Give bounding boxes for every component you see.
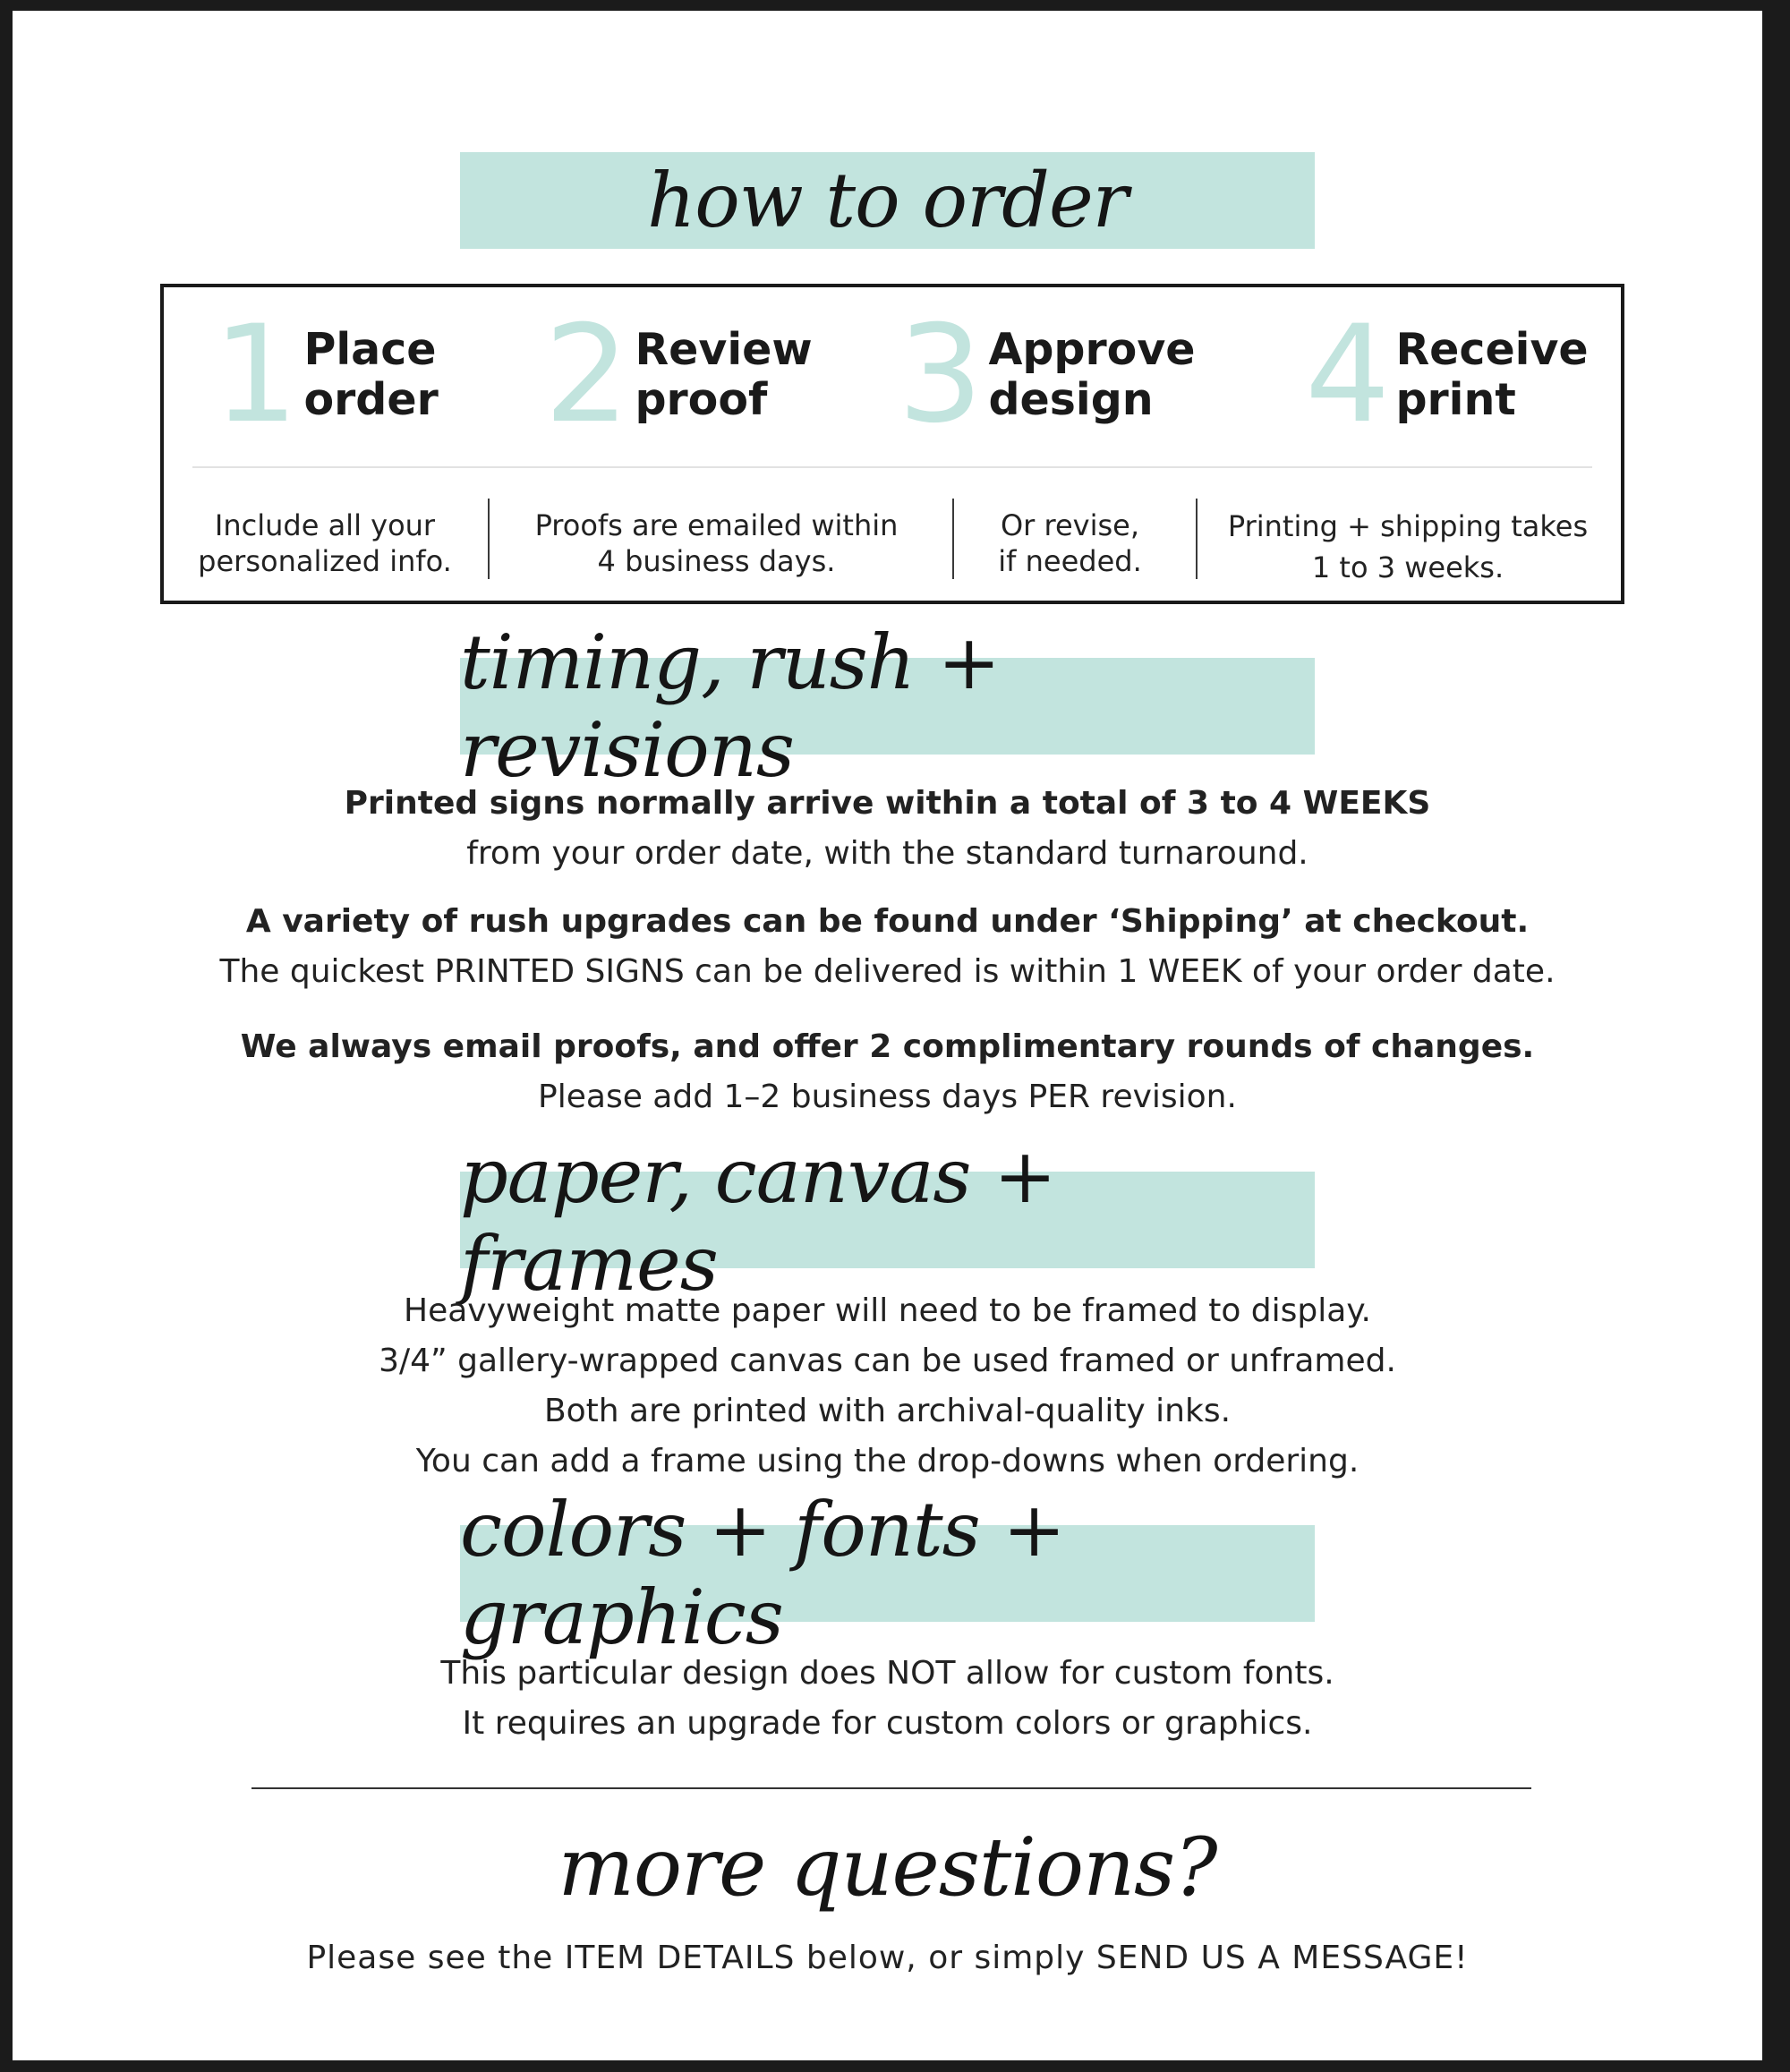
paper-line-4: You can add a frame using the drop-downs when ordering. bbox=[415, 1443, 1360, 1479]
colors-line-2: It requires an upgrade for custom colors or graphics. bbox=[462, 1705, 1313, 1742]
step-divider bbox=[488, 499, 490, 579]
timing-title: timing, rush + revisions bbox=[460, 618, 1000, 794]
paper-block bbox=[13, 1286, 1762, 1487]
step-divider bbox=[1196, 499, 1198, 579]
how-to-order-title: how to order bbox=[647, 157, 1128, 244]
step-2-number: 2 bbox=[544, 297, 630, 453]
questions-line: Please see the ITEM DETAILS below, or simply SEND US A MESSAGE! bbox=[306, 1940, 1469, 1976]
timing-bold-3: We always email proofs, and offer 2 complimentary rounds of changes. bbox=[240, 1028, 1535, 1065]
colors-title: colors + fonts + graphics bbox=[460, 1486, 1065, 1661]
timing-text-2: The quickest PRINTED SIGNS can be delivered is within 1 WEEK of your order date. bbox=[219, 953, 1556, 990]
divider-rule bbox=[251, 1787, 1531, 1789]
step-3-number: 3 bbox=[898, 297, 984, 453]
step-4 bbox=[1305, 297, 1589, 453]
how-to-order-banner bbox=[460, 152, 1315, 249]
timing-block-3 bbox=[13, 1022, 1762, 1122]
step-1 bbox=[213, 297, 439, 453]
colors-banner bbox=[460, 1486, 1315, 1661]
step-1-description: Include all your personalized info. bbox=[198, 508, 452, 578]
step-4-label: Receive print bbox=[1395, 324, 1589, 425]
info-sheet bbox=[13, 11, 1762, 2060]
timing-text-3: Please add 1–2 business days PER revision. bbox=[538, 1079, 1237, 1115]
step-3 bbox=[898, 297, 1196, 453]
paper-line-2: 3/4” gallery-wrapped canvas can be used framed or unframed. bbox=[379, 1343, 1396, 1379]
step-2 bbox=[544, 297, 813, 453]
steps-separator bbox=[192, 466, 1592, 468]
colors-block bbox=[13, 1649, 1762, 1749]
step-1-number: 1 bbox=[213, 297, 299, 453]
paper-line-1: Heavyweight matte paper will need to be framed to display. bbox=[404, 1292, 1371, 1329]
paper-title: paper, canvas + frames bbox=[460, 1132, 1056, 1308]
step-2-label: Review proof bbox=[635, 324, 813, 425]
timing-banner bbox=[460, 618, 1315, 794]
step-divider bbox=[952, 499, 954, 579]
colors-line-1: This particular design does NOT allow for custom fonts. bbox=[440, 1655, 1334, 1692]
timing-bold-1: Printed signs normally arrive within a total of 3 to 4 WEEKS bbox=[344, 785, 1431, 822]
steps-box bbox=[160, 284, 1624, 604]
step-4-number: 4 bbox=[1305, 297, 1391, 453]
step-3-description: Or revise, if needed. bbox=[998, 508, 1142, 578]
paper-line-3: Both are printed with archival-quality inks. bbox=[543, 1393, 1232, 1429]
timing-bold-2: A variety of rush upgrades can be found under ‘Shipping’ at checkout. bbox=[245, 903, 1530, 940]
step-1-label: Place order bbox=[303, 324, 439, 425]
timing-text-1: from your order date, with the standard turnaround. bbox=[466, 835, 1308, 872]
timing-block-1 bbox=[13, 779, 1762, 879]
timing-block-2 bbox=[13, 897, 1762, 997]
step-3-label: Approve design bbox=[988, 324, 1196, 425]
paper-banner bbox=[460, 1132, 1315, 1308]
step-4-description: Printing + shipping takes 1 to 3 weeks. bbox=[1227, 509, 1589, 584]
step-2-description: Proofs are emailed within 4 business days. bbox=[534, 508, 899, 578]
questions-title: more questions? bbox=[558, 1820, 1217, 1914]
